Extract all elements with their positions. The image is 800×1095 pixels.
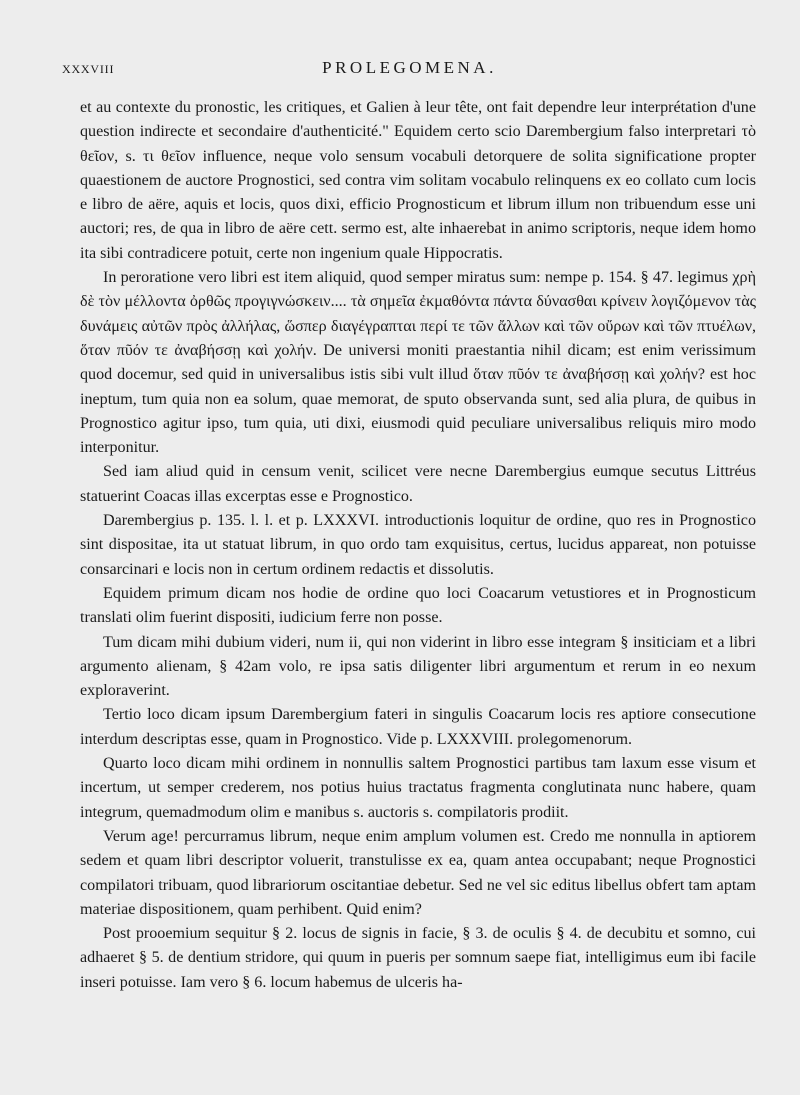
paragraph: In peroratione vero libri est item aliquid, quod semper miratus sum: nempe p. 154. § 47. legimus χρὴ δὲ τὸν μέλλοντα ὀρθῶς προγιγνώσκειν.... τὰ σημεῖα ἐκμαθόντα πάντα δύνασθαι κρίνειν λογιζόμενον τὰς δυνάμεις αὐτῶν πρὸς ἀλλήλας, ὥσπερ διαγέγραπται περί τε τῶν ἄλλων καὶ τῶν οὔρων καὶ τῶν πτυέλων, ὅταν πῦόν τε ἀναβήσσῃ καὶ χολήν. De universi moniti praestantia nihil dicam; est enim verissimum quod docemur, sed quid in universalibus istis sibi vult illud ὅταν πῦόν τε ἀναβήσσῃ καὶ χολήν? est hoc ineptum, tum quia non ea solum, quae memorat, de sputo observanda sunt, sed alia plura, de quibus in Prognostico agitur ipso, tum quia, uti dixi, eiusmodi quid peculiare universalibus reliquis miro modo interponitur.: [80, 269, 756, 457]
paragraph: Equidem primum dicam nos hodie de ordine quo loci Coacarum vetustiores et in Prognosticum translati olim fuerint dispositi, iudicium ferre non posse.: [80, 584, 756, 627]
page-header: [62, 58, 757, 84]
body-text: [80, 96, 756, 995]
paragraph: Post prooemium sequitur § 2. locus de signis in facie, § 3. de oculis § 4. de decubitu et somno, cui adhaeret § 5. de dentium stridore, qui quum in pueris per somnum saepe fiat, intelligimus eum ibi facile inseri potuisse. Iam vero § 6. locum habemus de ulceris ha-: [80, 925, 756, 991]
paragraph: Sed iam aliud quid in censum venit, scilicet vere necne Darembergius eumque secutus Littréus statuerint Coacas illas excerptas esse e Prognostico.: [80, 463, 756, 505]
paragraph: Tertio loco dicam ipsum Darembergium fateri in singulis Coacarum locis res aptiore consecutione interdum descriptas esse, quam in Prognostico. Vide p. LXXXVIII. prolegomenorum.: [80, 706, 756, 748]
running-title: PROLEGOMENA.: [322, 58, 497, 77]
paragraph: Tum dicam mihi dubium videri, num ii, qui non viderint in libro esse integram § insiticiam et a libri argumento alienam, § 42am volo, re ipsa satis diligenter libri argumentum et rerum in eo nexum exploraverint.: [80, 633, 756, 700]
paragraph: Verum age! percurramus librum, neque enim amplum volumen est. Credo me nonnulla in aptiorem sedem et quam libri descriptor voluerit, transtulisse ex ea, quam antea occupabant; neque Prognostici compilatori tribuam, quod librariorum oscitantiae debetur. Sed ne vel sic editus libellus obfert tam aptam materiae dispositionem, quam perhibent. Quid enim?: [80, 827, 756, 918]
paragraph: et au contexte du pronostic, les critiques, et Galien à leur tête, ont fait dependre leur interprétation d'une question indirecte et secondaire d'authenticité." Equidem certo scio Darembergium falso interpretari τὸ θεῖον, s. τι θεῖον influence, neque volo sensum vocabuli detorquere de solita significatione propter quaestionem de auctore Prognostici, sed contra vim solitam vocabulo relinquens ex eo collato cum locis e libro de aëre, aquis et locis, quos dixi, efficio Prognosticum et librum illum non tribuendum esse uni auctori; res, de qua in libro de aëre cett. sermo est, alte inhaerebat in animo scriptoris, neque idem homo ita sibi contradicere potuit, certe non ingenium quale Hippocratis.: [80, 99, 756, 262]
paragraph: Quarto loco dicam mihi ordinem in nonnullis saltem Prognostici partibus tam laxum esse visum et incertum, ut semper crederem, nos potius huius tractatus fragmenta conglutinata nunc habere, quam integrum, quemadmodum olim e manibus s. auctoris s. compilatoris prodiit.: [80, 755, 756, 821]
page-number: XXXVIII: [62, 62, 115, 76]
paragraph: Darembergius p. 135. l. l. et p. LXXXVI. introductionis loquitur de ordine, quo res in Prognostico sint dispositae, ita ut statuat librum, in quo ordo tam exquisitus, certus, lucidus appareat, non potuisse consarcinari e locis non in certum ordinem redactis et dissolutis.: [80, 512, 756, 578]
